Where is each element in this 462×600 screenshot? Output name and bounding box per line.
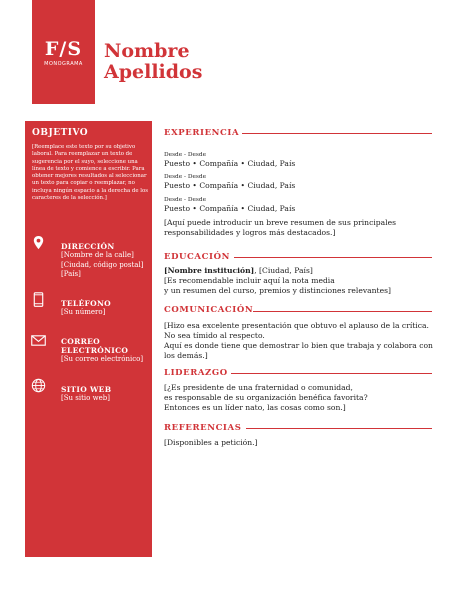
job-2-title: Puesto • Compañía • Ciudad, País — [164, 181, 296, 190]
references-heading: REFERENCIAS — [164, 423, 242, 433]
communication-line-1: [Hizo esa excelente presentación que obtuvo el aplauso de la crítica. — [164, 321, 429, 330]
education-line-1: [Es recomendable incluir aquí la nota media — [164, 276, 335, 285]
monogram-label: MONOGRAMA — [44, 61, 83, 67]
monogram-block — [32, 0, 95, 104]
monogram-letters: F/S — [44, 38, 83, 60]
references-rule — [246, 428, 432, 429]
leadership-line-2: es responsable de su organización benéfica favorita? — [164, 393, 368, 402]
address-line-city: [Ciudad, código postal] — [61, 260, 144, 269]
education-institution-line — [164, 266, 313, 276]
address-line-street: [Nombre de la calle] — [61, 251, 134, 259]
website-label: SITIO WEB — [61, 385, 112, 394]
communication-line-4: los demás.] — [164, 351, 208, 360]
phone-label: TELÉFONO — [61, 299, 111, 308]
phone-icon — [31, 292, 46, 307]
leadership-line-1: [¿Es presidente de una fraternidad o comunidad, — [164, 383, 353, 392]
job-2-dates: Desde - Desde — [164, 174, 207, 180]
communication-line-3: Aquí es donde tiene que demostrar lo bien que trabaja y colabora con — [164, 341, 433, 350]
education-rule — [234, 257, 432, 258]
education-heading: EDUCACIÓN — [164, 252, 230, 262]
address-label: DIRECCIÓN — [61, 242, 115, 251]
phone-value: [Su número] — [61, 308, 106, 316]
first-name: Nombre — [104, 40, 190, 62]
sidebar — [25, 121, 152, 557]
job-1-dates: Desde - Desde — [164, 152, 207, 158]
experience-summary-line-2: responsabilidades y logros más destacados.] — [164, 228, 336, 237]
envelope-icon — [31, 333, 46, 348]
full-name — [104, 41, 202, 83]
education-location: , [Ciudad, País] — [254, 266, 313, 275]
location-pin-icon — [31, 235, 46, 250]
leadership-heading: LIDERAZGO — [164, 368, 228, 378]
website-value: [Su sitio web] — [61, 394, 110, 402]
email-label-line2: ELECTRÓNICO — [61, 346, 129, 355]
job-3-dates: Desde - Desde — [164, 197, 207, 203]
communication-line-2: No sea tímido al respecto. — [164, 331, 265, 340]
communication-rule — [253, 311, 432, 312]
email-label-line1: CORREO — [61, 337, 101, 346]
education-institution: [Nombre institución] — [164, 266, 255, 275]
experience-rule — [242, 133, 432, 134]
leadership-rule — [231, 373, 432, 374]
last-name: Apellidos — [104, 61, 203, 83]
job-1-title: Puesto • Compañía • Ciudad, País — [164, 159, 296, 168]
objective-text: [Reemplace este texto por su objetivo laboral. Para reemplazar un texto de sugerencia por el suyo, seleccione una línea de texto y comience a escribir. Para obtener mejores resultados al seleccionar un texto para copiar o reemplazar, no incluya ningún espacio a la derecha de los caracteres de la selección.] — [32, 144, 148, 202]
experience-heading: EXPERIENCIA — [164, 128, 240, 138]
objective-heading: OBJETIVO — [32, 128, 89, 138]
references-text: [Disponibles a petición.] — [164, 438, 258, 447]
education-line-2: y un resumen del curso, premios y distinciones relevantes] — [164, 286, 391, 295]
communication-heading: COMUNICACIÓN — [164, 305, 254, 315]
job-3-title: Puesto • Compañía • Ciudad, País — [164, 204, 296, 213]
globe-icon — [31, 378, 46, 393]
email-value: [Su correo electrónico] — [61, 355, 144, 363]
leadership-line-3: Entonces es un líder nato, las cosas como son.] — [164, 403, 346, 412]
experience-summary-line-1: [Aquí puede introducir un breve resumen de sus principales — [164, 218, 396, 227]
address-line-country: [País] — [61, 270, 81, 278]
